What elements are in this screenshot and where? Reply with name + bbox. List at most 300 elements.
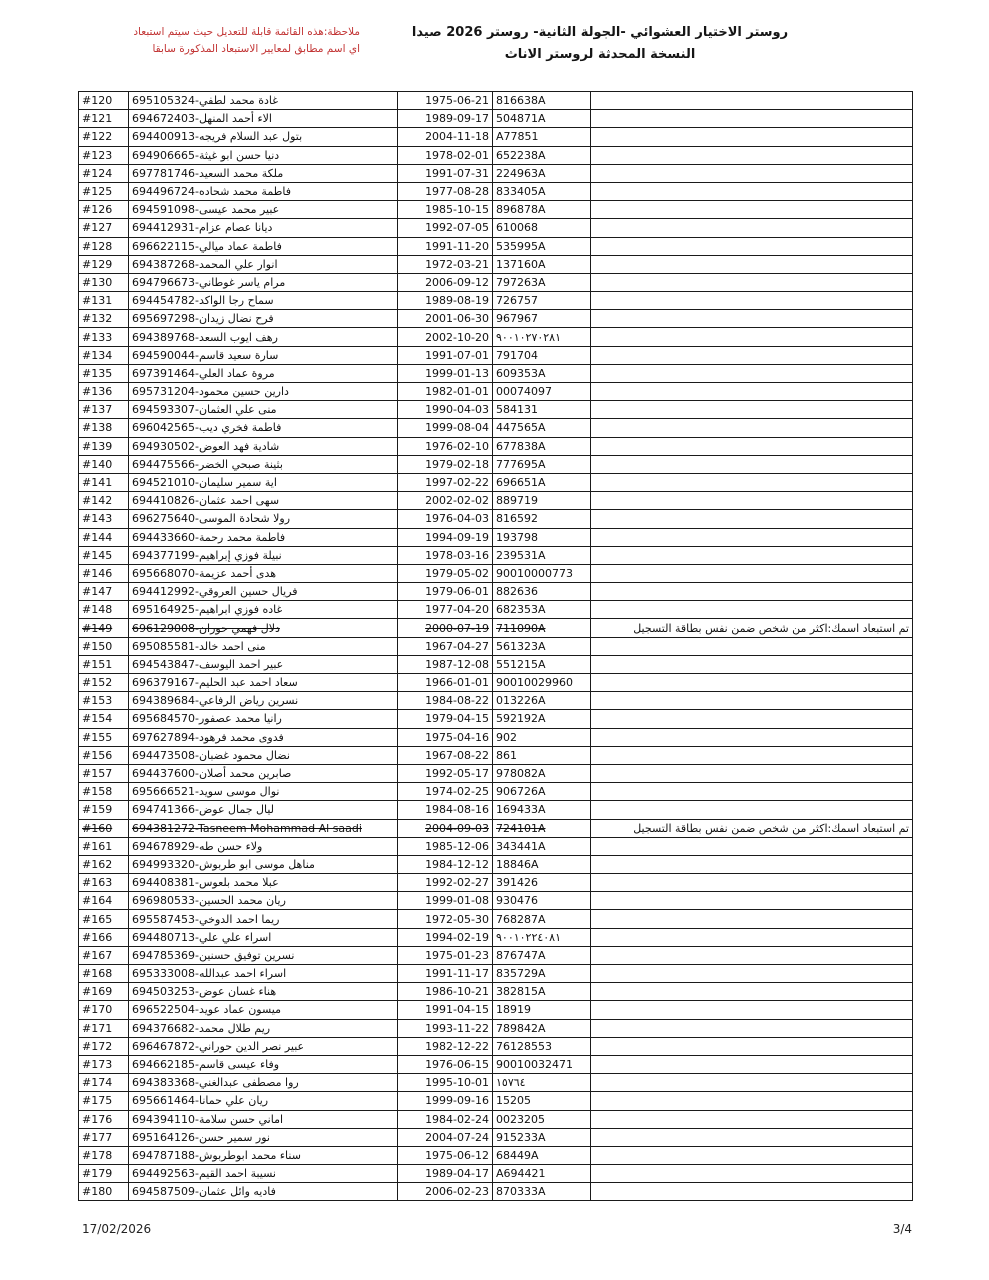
id-number: ٩٠٠١٠٢٢٤٠٨١ <box>493 928 591 946</box>
table-row <box>79 310 913 328</box>
id-number: A77851 <box>493 128 591 146</box>
table-row <box>79 819 913 837</box>
title-line-1: روستر الاختيار العشوائي -الجولة الثانية- روستر 2026 صيدا <box>411 25 789 40</box>
id-number: 0023205 <box>493 1110 591 1128</box>
birth-date: 1979-04-15 <box>398 710 493 728</box>
id-number: 870333A <box>493 1183 591 1201</box>
name-and-phone: الاء أحمد المنهل-694672403 <box>129 110 398 128</box>
row-number: #126 <box>79 201 129 219</box>
exclusion-remark <box>591 473 913 491</box>
exclusion-remark <box>591 419 913 437</box>
exclusion-remark <box>591 364 913 382</box>
exclusion-remark <box>591 1001 913 1019</box>
table-row <box>79 401 913 419</box>
exclusion-remark <box>591 1165 913 1183</box>
name-and-phone: فاطمة عماد ميالي-696622115 <box>129 237 398 255</box>
name-and-phone: سناء محمد ابوطربوش-694787188 <box>129 1146 398 1164</box>
name-and-phone: غادة محمد لطفي-695105324 <box>129 92 398 110</box>
id-number: 193798 <box>493 528 591 546</box>
table-row <box>79 655 913 673</box>
table-row <box>79 201 913 219</box>
row-number: #137 <box>79 401 129 419</box>
exclusion-remark <box>591 928 913 946</box>
row-number: #157 <box>79 764 129 782</box>
exclusion-remark: تم استبعاد اسمك:اكثر من شخص ضمن نفس بطاقة التسجيل <box>591 819 913 837</box>
exclusion-remark <box>591 164 913 182</box>
id-number: 816638A <box>493 92 591 110</box>
name-and-phone: هدى أحمد عزيمة-695668070 <box>129 564 398 582</box>
id-number: 610068 <box>493 219 591 237</box>
editable-list-note <box>63 24 360 58</box>
name-and-phone: نبيلة فوزي إبراهيم-694377199 <box>129 546 398 564</box>
table-row <box>79 473 913 491</box>
exclusion-remark <box>591 1128 913 1146</box>
name-and-phone: عبلا محمد بلعوس-694408381 <box>129 874 398 892</box>
birth-date: 1989-08-19 <box>398 292 493 310</box>
name-and-phone: ريما احمد الدوخي-695587453 <box>129 910 398 928</box>
exclusion-remark <box>591 1110 913 1128</box>
name-and-phone: نسرين توفيق حسنين-694785369 <box>129 946 398 964</box>
name-and-phone: شادية فهد العوض-694930502 <box>129 437 398 455</box>
row-number: #130 <box>79 273 129 291</box>
title-line-2: النسخة المحدثة لروستر الاناث <box>504 47 696 63</box>
row-number: #172 <box>79 1037 129 1055</box>
name-and-phone: ريان علي حمانا-695661464 <box>129 1092 398 1110</box>
row-number: #178 <box>79 1146 129 1164</box>
exclusion-remark <box>591 146 913 164</box>
row-number: #175 <box>79 1092 129 1110</box>
table-row <box>79 801 913 819</box>
birth-date: 1989-04-17 <box>398 1165 493 1183</box>
table-row <box>79 910 913 928</box>
exclusion-remark <box>591 910 913 928</box>
name-and-phone: بثينة صبحي الخضر-694475566 <box>129 455 398 473</box>
name-and-phone: نوال موسى سويد-695666521 <box>129 783 398 801</box>
birth-date: 1982-01-01 <box>398 383 493 401</box>
table-row <box>79 983 913 1001</box>
table-row <box>79 1165 913 1183</box>
birth-date: 1993-11-22 <box>398 1019 493 1037</box>
table-row <box>79 182 913 200</box>
row-number: #148 <box>79 601 129 619</box>
birth-date: 1974-02-25 <box>398 783 493 801</box>
table-row <box>79 710 913 728</box>
birth-date: 1992-05-17 <box>398 764 493 782</box>
id-number: 169433A <box>493 801 591 819</box>
name-and-phone: دارين حسين محمود-695731204 <box>129 383 398 401</box>
table-row <box>79 492 913 510</box>
table-row <box>79 110 913 128</box>
exclusion-remark <box>591 182 913 200</box>
name-and-phone: سعاد احمد عبد الحليم-696379167 <box>129 674 398 692</box>
exclusion-remark <box>591 983 913 1001</box>
birth-date: 1999-08-04 <box>398 419 493 437</box>
id-number: 561323A <box>493 637 591 655</box>
birth-date: 1978-02-01 <box>398 146 493 164</box>
row-number: #158 <box>79 783 129 801</box>
birth-date: 2001-06-30 <box>398 310 493 328</box>
name-and-phone: دنيا حسن ابو غيثة-694906665 <box>129 146 398 164</box>
birth-date: 1991-04-15 <box>398 1001 493 1019</box>
row-number: #173 <box>79 1055 129 1073</box>
table-row <box>79 364 913 382</box>
birth-date: 1975-04-16 <box>398 728 493 746</box>
name-and-phone: نضال محمود غضبان-694473508 <box>129 746 398 764</box>
row-number: #132 <box>79 310 129 328</box>
row-number: #129 <box>79 255 129 273</box>
id-number: 791704 <box>493 346 591 364</box>
id-number: 789842A <box>493 1019 591 1037</box>
id-number: 343441A <box>493 837 591 855</box>
birth-date: 1984-02-24 <box>398 1110 493 1128</box>
table-row <box>79 1055 913 1073</box>
row-number: #128 <box>79 237 129 255</box>
exclusion-remark <box>591 437 913 455</box>
id-number: 711090A <box>493 619 591 637</box>
id-number: 535995A <box>493 237 591 255</box>
id-number: 930476 <box>493 892 591 910</box>
id-number: 90010029960 <box>493 674 591 692</box>
id-number: 447565A <box>493 419 591 437</box>
row-number: #166 <box>79 928 129 946</box>
exclusion-remark <box>591 492 913 510</box>
id-number: 652238A <box>493 146 591 164</box>
row-number: #180 <box>79 1183 129 1201</box>
id-number: 816592 <box>493 510 591 528</box>
exclusion-remark <box>591 637 913 655</box>
table-row <box>79 164 913 182</box>
exclusion-remark <box>591 1074 913 1092</box>
exclusion-remark <box>591 801 913 819</box>
birth-date: 1991-11-20 <box>398 237 493 255</box>
id-number: 777695A <box>493 455 591 473</box>
table-row <box>79 237 913 255</box>
exclusion-remark <box>591 219 913 237</box>
birth-date: 1967-04-27 <box>398 637 493 655</box>
birth-date: 1994-02-19 <box>398 928 493 946</box>
table-row <box>79 619 913 637</box>
row-number: #163 <box>79 874 129 892</box>
exclusion-remark <box>591 455 913 473</box>
id-number: 224963A <box>493 164 591 182</box>
name-and-phone: فدوى محمد فرهود-697627894 <box>129 728 398 746</box>
table-row <box>79 746 913 764</box>
name-and-phone: ليال جمال عوض-694741366 <box>129 801 398 819</box>
birth-date: 1976-02-10 <box>398 437 493 455</box>
row-number: #156 <box>79 746 129 764</box>
birth-date: 1982-12-22 <box>398 1037 493 1055</box>
exclusion-remark <box>591 328 913 346</box>
id-number: 677838A <box>493 437 591 455</box>
exclusion-remark <box>591 273 913 291</box>
name-and-phone: روا مصطفى عبدالغني-694383368 <box>129 1074 398 1092</box>
exclusion-remark <box>591 546 913 564</box>
name-and-phone: ديانا عصام عزام-694412931 <box>129 219 398 237</box>
birth-date: 2006-09-12 <box>398 273 493 291</box>
id-number: 76128553 <box>493 1037 591 1055</box>
exclusion-remark <box>591 528 913 546</box>
id-number: 768287A <box>493 910 591 928</box>
birth-date: 1976-06-15 <box>398 1055 493 1073</box>
exclusion-remark <box>591 383 913 401</box>
birth-date: 1975-06-12 <box>398 1146 493 1164</box>
exclusion-remark <box>591 401 913 419</box>
birth-date: 1990-04-03 <box>398 401 493 419</box>
row-number: #141 <box>79 473 129 491</box>
birth-date: 1976-04-03 <box>398 510 493 528</box>
birth-date: 2006-02-23 <box>398 1183 493 1201</box>
row-number: #162 <box>79 855 129 873</box>
birth-date: 1992-07-05 <box>398 219 493 237</box>
table-row <box>79 510 913 528</box>
row-number: #153 <box>79 692 129 710</box>
row-number: #150 <box>79 637 129 655</box>
table-row <box>79 437 913 455</box>
exclusion-remark <box>591 965 913 983</box>
id-number: 978082A <box>493 764 591 782</box>
name-and-phone: فرح نضال زيدان-695697298 <box>129 310 398 328</box>
id-number: 833405A <box>493 182 591 200</box>
name-and-phone: وفاء عيسى قاسم-694662185 <box>129 1055 398 1073</box>
row-number: #131 <box>79 292 129 310</box>
row-number: #151 <box>79 655 129 673</box>
name-and-phone: ميسون عماد عويد-696522504 <box>129 1001 398 1019</box>
row-number: #176 <box>79 1110 129 1128</box>
birth-date: 1979-05-02 <box>398 564 493 582</box>
name-and-phone: عبير احمد اليوسف-694543847 <box>129 655 398 673</box>
table-row <box>79 419 913 437</box>
birth-date: 1966-01-01 <box>398 674 493 692</box>
name-and-phone: انوار علي المحمد-694387268 <box>129 255 398 273</box>
table-row <box>79 1074 913 1092</box>
row-number: #140 <box>79 455 129 473</box>
name-and-phone: مروة عماد العلي-697391464 <box>129 364 398 382</box>
id-number: 889719 <box>493 492 591 510</box>
id-number: 902 <box>493 728 591 746</box>
row-number: #179 <box>79 1165 129 1183</box>
note-line-1: ملاحظة:هذه القائمة قابلة للتعديل حيث سيتم استبعاد <box>133 26 360 38</box>
name-and-phone: 694381272-Tasneem Mohammad Al saadi <box>129 819 398 837</box>
row-number: #136 <box>79 383 129 401</box>
name-and-phone: سماح رجا الواكد-694454782 <box>129 292 398 310</box>
table-row <box>79 92 913 110</box>
exclusion-remark <box>591 728 913 746</box>
exclusion-remark <box>591 764 913 782</box>
birth-date: 1987-12-08 <box>398 655 493 673</box>
name-and-phone: سارة سعيد قاسم-694590044 <box>129 346 398 364</box>
table-row <box>79 255 913 273</box>
row-number: #161 <box>79 837 129 855</box>
row-number: #144 <box>79 528 129 546</box>
birth-date: 2004-11-18 <box>398 128 493 146</box>
exclusion-remark <box>591 855 913 873</box>
table-row <box>79 528 913 546</box>
table-row <box>79 1146 913 1164</box>
row-number: #169 <box>79 983 129 1001</box>
exclusion-remark <box>591 710 913 728</box>
birth-date: 1989-09-17 <box>398 110 493 128</box>
row-number: #177 <box>79 1128 129 1146</box>
id-number: 584131 <box>493 401 591 419</box>
id-number: 726757 <box>493 292 591 310</box>
birth-date: 1972-05-30 <box>398 910 493 928</box>
id-number: 724101A <box>493 819 591 837</box>
table-row <box>79 346 913 364</box>
exclusion-remark <box>591 255 913 273</box>
id-number: ١٥٧٦٤ <box>493 1074 591 1092</box>
id-number: 18919 <box>493 1001 591 1019</box>
row-number: #134 <box>79 346 129 364</box>
name-and-phone: غاده فوزي ابراهيم-695164925 <box>129 601 398 619</box>
name-and-phone: عبير نصر الدين حوراني-696467872 <box>129 1037 398 1055</box>
name-and-phone: اسراء احمد عبدالله-695333008 <box>129 965 398 983</box>
row-number: #147 <box>79 583 129 601</box>
id-number: 861 <box>493 746 591 764</box>
roster-table <box>78 91 913 1201</box>
exclusion-remark <box>591 128 913 146</box>
id-number: 551215A <box>493 655 591 673</box>
name-and-phone: ريان محمد الحسين-696980533 <box>129 892 398 910</box>
exclusion-remark <box>591 310 913 328</box>
row-number: #168 <box>79 965 129 983</box>
row-number: #122 <box>79 128 129 146</box>
birth-date: 1979-02-18 <box>398 455 493 473</box>
id-number: 68449A <box>493 1146 591 1164</box>
name-and-phone: فاطمة محمد شحاده-694496724 <box>129 182 398 200</box>
footer-page-number: 3/4 <box>892 1222 912 1236</box>
exclusion-remark <box>591 1055 913 1073</box>
name-and-phone: نسرين رياض الرفاعي-694389684 <box>129 692 398 710</box>
id-number: 696651A <box>493 473 591 491</box>
note-line-2: اي اسم مطابق لمعايير الاستبعاد المذكورة سابقا <box>152 42 360 55</box>
table-row <box>79 1183 913 1201</box>
row-number: #171 <box>79 1019 129 1037</box>
id-number: 876747A <box>493 946 591 964</box>
name-and-phone: رهف ايوب السعد-694389768 <box>129 328 398 346</box>
exclusion-remark <box>591 601 913 619</box>
birth-date: 1985-12-06 <box>398 837 493 855</box>
birth-date: 1999-01-13 <box>398 364 493 382</box>
row-number: #127 <box>79 219 129 237</box>
exclusion-remark <box>591 292 913 310</box>
table-row <box>79 764 913 782</box>
birth-date: 1975-01-23 <box>398 946 493 964</box>
document-title <box>408 22 792 66</box>
id-number: ٩٠٠١٠٢٧٠٢٨١ <box>493 328 591 346</box>
table-row <box>79 455 913 473</box>
table-row <box>79 601 913 619</box>
name-and-phone: فريال حسين العروقي-694412992 <box>129 583 398 601</box>
table-row <box>79 892 913 910</box>
id-number: 967967 <box>493 310 591 328</box>
row-number: #154 <box>79 710 129 728</box>
id-number: 682353A <box>493 601 591 619</box>
exclusion-remark <box>591 564 913 582</box>
id-number: A694421 <box>493 1165 591 1183</box>
exclusion-remark <box>591 674 913 692</box>
birth-date: 1985-10-15 <box>398 201 493 219</box>
name-and-phone: ريم طلال محمد-694376682 <box>129 1019 398 1037</box>
id-number: 915233A <box>493 1128 591 1146</box>
id-number: 797263A <box>493 273 591 291</box>
id-number: 592192A <box>493 710 591 728</box>
table-row <box>79 637 913 655</box>
row-number: #135 <box>79 364 129 382</box>
name-and-phone: منى علي العثمان-694593307 <box>129 401 398 419</box>
exclusion-remark <box>591 874 913 892</box>
exclusion-remark <box>591 92 913 110</box>
table-row <box>79 128 913 146</box>
id-number: 504871A <box>493 110 591 128</box>
birth-date: 1991-07-01 <box>398 346 493 364</box>
id-number: 239531A <box>493 546 591 564</box>
table-row <box>79 928 913 946</box>
birth-date: 1991-11-17 <box>398 965 493 983</box>
name-and-phone: منى احمد خالد-695085581 <box>129 637 398 655</box>
table-row <box>79 728 913 746</box>
name-and-phone: هناء غسان عوض-694503253 <box>129 983 398 1001</box>
name-and-phone: صابرين محمد أصلان-694437600 <box>129 764 398 782</box>
birth-date: 1984-08-16 <box>398 801 493 819</box>
row-number: #143 <box>79 510 129 528</box>
name-and-phone: نسيبة احمد القيم-694492563 <box>129 1165 398 1183</box>
table-row <box>79 146 913 164</box>
row-number: #133 <box>79 328 129 346</box>
id-number: 391426 <box>493 874 591 892</box>
table-row <box>79 1092 913 1110</box>
birth-date: 1979-06-01 <box>398 583 493 601</box>
name-and-phone: اماني حسن سلامة-694394110 <box>129 1110 398 1128</box>
row-number: #167 <box>79 946 129 964</box>
id-number: 882636 <box>493 583 591 601</box>
exclusion-remark <box>591 746 913 764</box>
row-number: #121 <box>79 110 129 128</box>
table-row <box>79 273 913 291</box>
name-and-phone: سهى احمد عثمان-694410826 <box>129 492 398 510</box>
exclusion-remark: تم استبعاد اسمك:اكثر من شخص ضمن نفس بطاقة التسجيل <box>591 619 913 637</box>
id-number: 90010000773 <box>493 564 591 582</box>
row-number: #125 <box>79 182 129 200</box>
id-number: 906726A <box>493 783 591 801</box>
id-number: 137160A <box>493 255 591 273</box>
row-number: #142 <box>79 492 129 510</box>
birth-date: 1995-10-01 <box>398 1074 493 1092</box>
exclusion-remark <box>591 1037 913 1055</box>
birth-date: 1992-02-27 <box>398 874 493 892</box>
name-and-phone: اية سمير سليمان-694521010 <box>129 473 398 491</box>
row-number: #139 <box>79 437 129 455</box>
id-number: 00074097 <box>493 383 591 401</box>
table-row <box>79 564 913 582</box>
exclusion-remark <box>591 510 913 528</box>
name-and-phone: نور سمير حسن-695164126 <box>129 1128 398 1146</box>
birth-date: 1991-07-31 <box>398 164 493 182</box>
name-and-phone: فاطمة محمد رحمة-694433660 <box>129 528 398 546</box>
table-row <box>79 292 913 310</box>
row-number: #124 <box>79 164 129 182</box>
row-number: #123 <box>79 146 129 164</box>
birth-date: 1997-02-22 <box>398 473 493 491</box>
exclusion-remark <box>591 946 913 964</box>
exclusion-remark <box>591 237 913 255</box>
name-and-phone: فاطمة فخري ديب-696042565 <box>129 419 398 437</box>
id-number: 18846A <box>493 855 591 873</box>
exclusion-remark <box>591 201 913 219</box>
row-number: #165 <box>79 910 129 928</box>
table-row <box>79 328 913 346</box>
birth-date: 1977-08-28 <box>398 182 493 200</box>
row-number: #138 <box>79 419 129 437</box>
